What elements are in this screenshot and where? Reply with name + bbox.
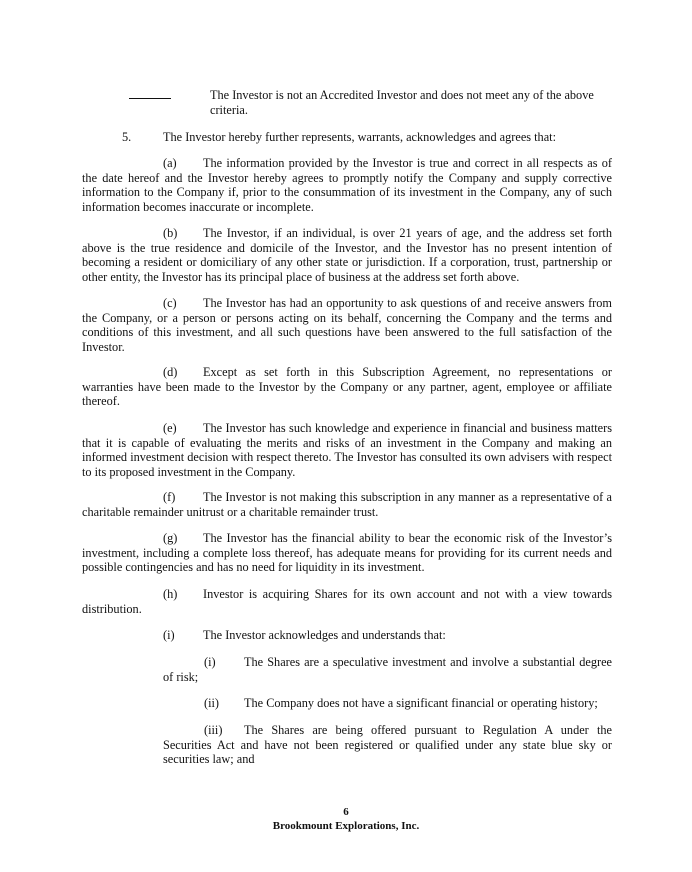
clause-b [82,226,612,284]
clause-label: (b) [163,226,178,240]
clause-a [82,156,612,214]
subclause-ii [163,696,612,711]
section-number: 5. [122,130,132,144]
subclause-label: (ii) [204,696,220,710]
clause-text: The Investor is not making this subscription in any manner as a representative of a charitable remainder unitrust or a charitable remainder trust. [82,490,612,519]
page-number: 6 [343,806,349,818]
clause-label: (h) [163,587,178,601]
clause-label: (e) [163,421,177,435]
subclause-iii [163,723,612,767]
clause-g [82,531,612,575]
clause-label: (f) [163,490,176,504]
clause-f [82,490,612,519]
clause-text: The Investor has the financial ability to bear the economic risk of the Investor’s investment, including a complete loss thereof, has adequate means for providing for its current needs and possible contingencies and has no need for liquidity in its investment. [82,531,612,575]
clause-text: The Investor has such knowledge and experience in financial and business matters that it is capable of evaluating the merits and risks of an investment in the Company and making an informed investment decision with respect thereto. The Investor has consulted its own advisers with respect to its proposed investment in the Company. [82,421,612,479]
section-intro: The Investor hereby further represents, warrants, acknowledges and agrees that: [163,130,556,144]
clause-label: (d) [163,365,178,379]
clause-label: (i) [163,628,175,642]
clause-text: Investor is acquiring Shares for its own account and not with a view towards distribution. [82,587,612,616]
clause-text: The Investor, if an individual, is over 21 years of age, and the address set forth above is the true residence and domicile of the Investor, and the Investor has no present intention of becoming a resident or domiciliary of any other state or jurisdiction. If a corporation, trust, partnership or other entity, the Investor has its principal place of business at the address set forth above. [82,226,612,284]
clause-label: (a) [163,156,177,170]
clause-e [82,421,612,479]
subclause-text: The Shares are being offered pursuant to Regulation A under the Securities Act and have not been registered or qualified under any state blue sky or securities law; and [163,723,612,767]
footer-company: Brookmount Explorations, Inc. [272,820,420,832]
accredited-option-text: The Investor is not an Accredited Investor and does not meet any of the above criteria. [210,88,594,117]
subclause-text: The Shares are a speculative investment and involve a substantial degree of risk; [163,655,612,684]
clause-text: The information provided by the Investor is true and correct in all respects as of the date hereof and the Investor hereby agrees to promptly notify the Company and supply corrective information to the Company if, prior to the consummation of its investment in the Company, any of such information becomes inaccurate or incomplete. [82,156,612,214]
clause-label: (g) [163,531,178,545]
subclause-i [163,655,612,684]
clause-text: Except as set forth in this Subscription Agreement, no representations or warranties have been made to the Investor by the Company or any partner, agent, employee or affiliate thereof. [82,365,612,409]
blank-signature-line[interactable] [129,98,171,99]
clause-c [82,296,612,354]
clause-label: (c) [163,296,177,310]
clause-text: The Investor acknowledges and understands that: [203,628,446,642]
clause-h [82,587,612,616]
clause-text: The Investor has had an opportunity to ask questions of and receive answers from the Company, or a person or persons acting on its behalf, concerning the Company and the terms and conditions of this investment, and all such questions have been answered to the full satisfaction of the Investor. [82,296,612,354]
subclause-label: (iii) [204,723,223,737]
clause-i [163,628,613,643]
subclause-text: The Company does not have a significant financial or operating history; [244,696,598,710]
subclause-label: (i) [204,655,216,669]
clause-d [82,365,612,409]
